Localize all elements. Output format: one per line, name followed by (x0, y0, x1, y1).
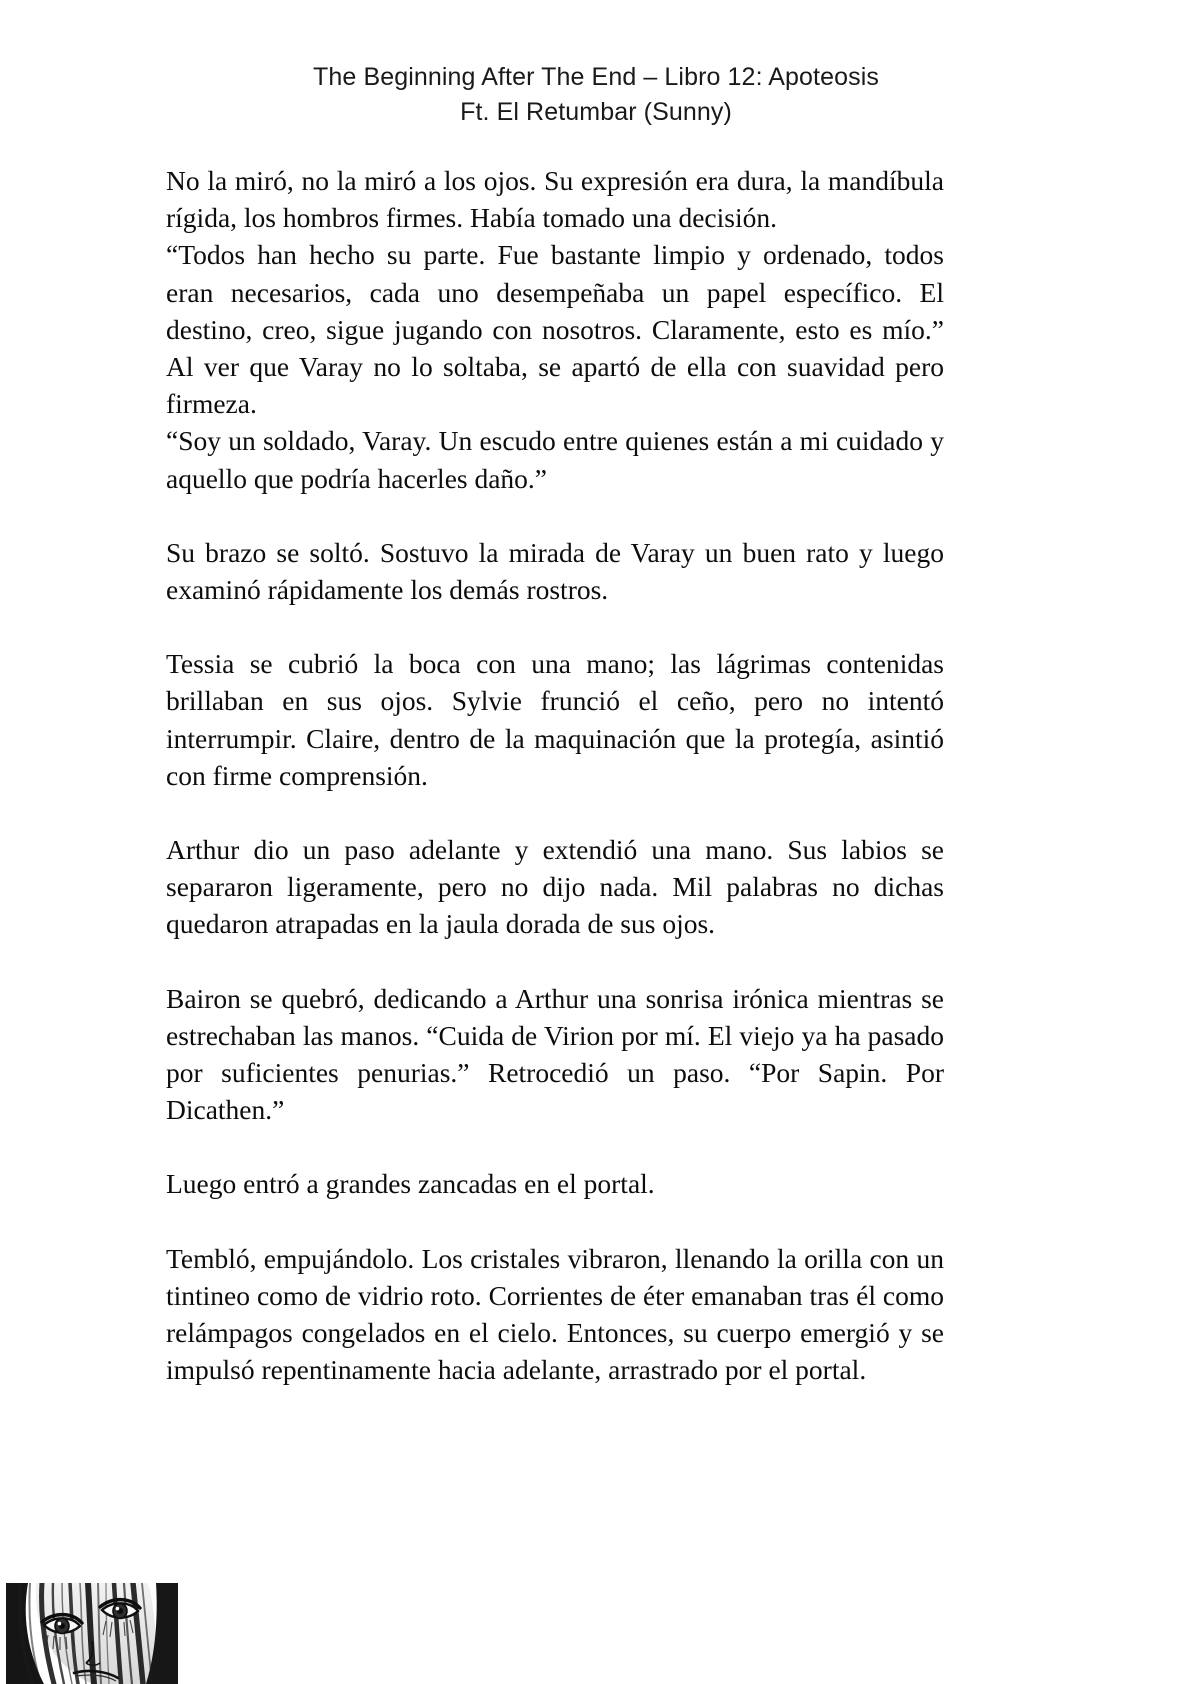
manga-face-illustration (6, 1583, 178, 1684)
paragraph-2: “Todos han hecho su parte. Fue bastante limpio y ordenado, todos eran necesarios, cada uno desempeñaba un papel específico. El destino, creo, sigue jugando con nosotros. Claramente, esto es mío.” Al ver que Varay no lo soltaba, se apartó de ella con suavidad pero firmeza. (166, 239, 944, 420)
paragraph-6: Arthur dio un paso adelante y extendió una mano. Sus labios se separaron ligeramente, pero no dijo nada. Mil palabras no dichas quedaron atrapadas en la jaula dorada de sus ojos. (166, 834, 944, 940)
body-text-column (166, 162, 944, 1388)
paragraph-5: Tessia se cubrió la boca con una mano; las lágrimas contenidas brillaban en sus ojos. Sylvie frunció el ceño, pero no intentó interrumpir. Claire, dentro de la maquinación que la protegía, asintió con firme comprensión. (166, 648, 944, 791)
header-title-line: The Beginning After The End – Libro 12: Apoteosis (313, 63, 879, 91)
paragraph-9: Tembló, empujándolo. Los cristales vibraron, llenando la orilla con un tintineo como de vidrio roto. Corrientes de éter emanaban tras él como relámpagos congelados en el cielo. Entonces, su cuerpo emergió y se impulsó repentinamente hacia adelante, arrastrado por el portal. (166, 1242, 944, 1386)
header-subtitle-line: Ft. El Retumbar (Sunny) (460, 98, 732, 126)
paragraph-1: No la miró, no la miró a los ojos. Su expresión era dura, la mandíbula rígida, los hombros firmes. Había tomado una decisión. (166, 165, 944, 234)
paragraph-3: “Soy un soldado, Varay. Un escudo entre quienes están a mi cuidado y aquello que podría hacerles daño.” (166, 425, 944, 494)
paragraph-4: Su brazo se soltó. Sostuvo la mirada de Varay un buen rato y luego examinó rápidamente los demás rostros. (166, 536, 944, 606)
paragraph-8: Luego entró a grandes zancadas en el portal. (166, 1168, 655, 1200)
page-header (0, 60, 1192, 130)
paragraph-7: Bairon se quebró, dedicando a Arthur una sonrisa irónica mientras se estrechaban las manos. “Cuida de Virion por mí. El viejo ya ha pasado por suficientes penurias.” Retrocedió un paso. “Por Sapin. Por Dicathen.” (166, 982, 944, 1126)
